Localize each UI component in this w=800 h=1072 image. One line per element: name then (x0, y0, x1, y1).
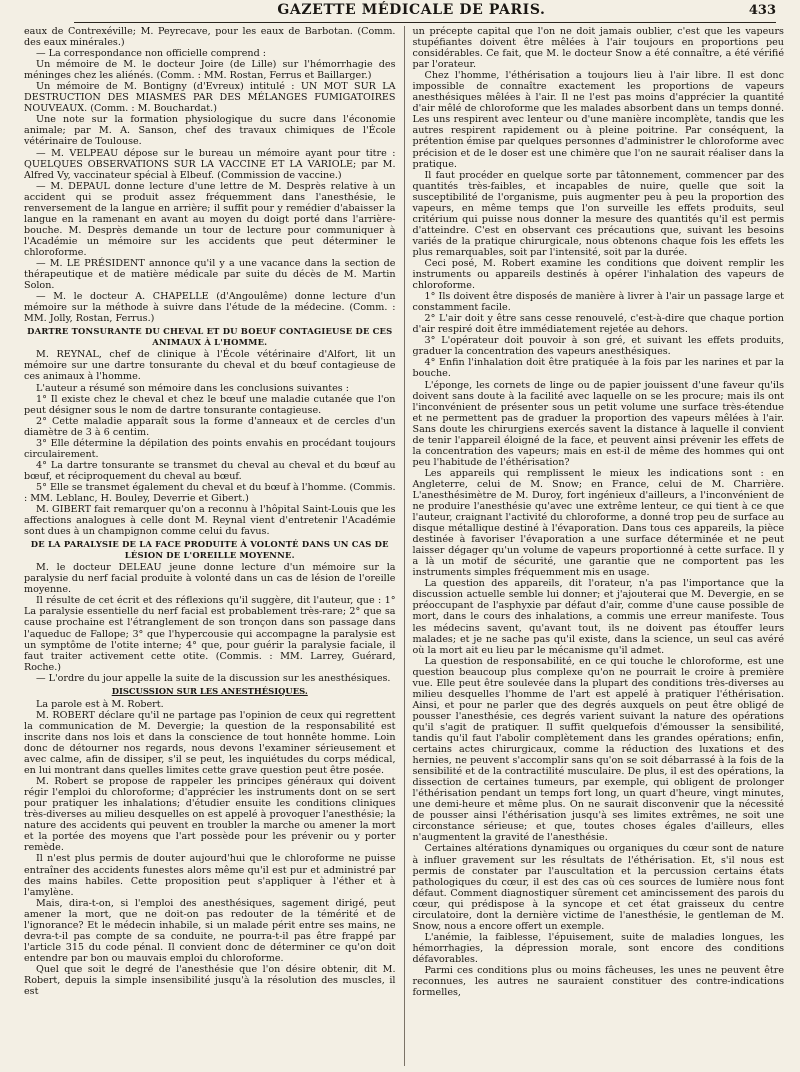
paragraph: Certaines altérations dynamiques ou organiques du cœur sont de nature à influer gravement sur les résultats de l'éthérisation. Et, s'il nous est permis de constater par l'auscultation et la percussion certains états pathologiques du cœur, il est des cas où ces sources de lumière nous font défaut. Comment diagnostiquer sûrement cet amincissement des parois du cœur, qui prédispose à la syncope et cet état graisseux du centre circulatoire, dont la dernière victime de l'anesthésie, le gentleman de M. Snow, nous a encore offert un exemple. (412, 843, 784, 932)
paragraph: L'éponge, les cornets de linge ou de papier jouissent d'une faveur qu'ils doivent sans doute à la facilité avec laquelle on se les procure; mais ils ont l'inconvénient de présenter sous un petit volume une surface très-étendue et ne permettent pas de graduer la proportion des vapeurs mêlées à l'air. Sans doute les chirurgiens exercés savent la distance à laquelle il convient de tenir l'appareil éloigné de la face, et peuvent ainsi prévenir les effets de la concentration des vapeurs; mais en est-il de même des hommes qui ont peu l'habitude de l'éthérisation? (412, 379, 784, 468)
paragraph: — M. LE PRÉSIDENT annonce qu'il y a une vacance dans la section de thérapeutique et de matière médicale par suite du décès de M. Martin Solon. (24, 257, 396, 292)
paragraph: Il n'est plus permis de douter aujourd'hui que le chloroforme ne puisse entraîner des accidents funestes alors même qu'il est pur et administré par des mains habiles. Cette proposition peut s'appliquer à l'éther et à l'amylène. (24, 853, 396, 898)
paragraph: — M. VELPEAU dépose sur le bureau un mémoire ayant pour titre : QUELQUES OBSERVATIONS SUR LA VACCINE ET LA VARIOLE; par M. Alfred Vy, vaccinateur spécial à Elbeuf. (Commission de vaccine.) (24, 147, 396, 181)
right-column (404, 26, 785, 1066)
paragraph: La question des appareils, dit l'orateur, n'a pas l'importance que la discussion actuelle semble lui donner; et j'ajouterai que M. Devergie, en se préoccupant de l'asphyxie par défaut d'air, comme d'une cause possible de mort, dans le cours des inhalations, a commis une erreur manifeste. Tous les médecins savent, qu'avant tout, ils ne doivent pas étouffer leurs malades; et je ne sache pas qu'il existe, dans la science, un seul cas avéré où la mort ait eu lieu par le mécanisme qu'il admet. (412, 578, 784, 656)
paragraph: L'anémie, la faiblesse, l'épuisement, suite de maladies longues, les hémorrhagies, la dépression morale, sont encore des conditions défavorables. (412, 931, 784, 965)
paragraph: Mais, dira-t-on, si l'emploi des anesthésiques, sagement dirigé, peut amener la mort, que ne doit-on pas redouter de la témérité et de l'ignorance? Et le médecin inhabile, si un malade périt entre ses mains, ne devra-t-il pas compte de sa conduite, ne pourra-t-il pas être frappé par l'article 315 du code pénal. Il convient donc de déterminer ce qu'on doit entendre par bon ou mauvais emploi du chloroforme. (24, 897, 396, 964)
paragraph: La question de responsabilité, en ce qui touche le chloroforme, est une question beaucoup plus complexe qu'on ne pourrait le croire à première vue. Elle peut être soulevée dans la plupart des conditions très-diverses au milieu desquelles l'homme de l'art est appelé à pratiquer l'éthérisation. Ainsi, et pour ne parler que des degrés auxquels on peut être obligé de pousser l'anesthésie, ces degrés varient suivant la nature des opérations qu'il s'agit de pratiquer. Il suffit quelquefois d'émousser la sensibilité, tandis qu'il faut l'abolir complètement dans les grandes opérations; enfin, certains actes chirurgicaux, comme la réduction des luxations et des hernies, ne peuvent s'accomplir sans qu'on se soit débarrassé à la fois de la sensibilité et de la contractilité musculaire. De plus, il est des opérations, la dissection de certaines tumeurs, par exemple, qui obligent de prolonger l'éthérisation pendant un temps fort long, un quart d'heure, vingt minutes, une demi-heure et même plus. On ne saurait disconvenir que la nécessité de pousser ainsi l'éthérisation jusqu'à ses limites extrêmes, ne soit une circonstance sérieuse; et que, toutes choses égales d'ailleurs, elles n'augmentent la gravité de l'anesthésie. (412, 655, 784, 844)
paragraph: 1° Ils doivent être disposés de manière à livrer à l'air un passage large et constamment facile. (412, 291, 784, 314)
paragraph: — L'ordre du jour appelle la suite de la discussion sur les anesthésiques. (36, 672, 391, 684)
paragraph: 1° Il existe chez le cheval et chez le bœuf une maladie cutanée que l'on peut désigner sous le nom de dartre tonsurante contagieuse. (24, 393, 396, 416)
paragraph: Une note sur la formation physiologique du sucre dans l'économie animale; par M. A. Sanson, chef des travaux chimiques de l'École vétérinaire de Toulouse. (24, 114, 396, 148)
text-columns (24, 26, 784, 1066)
paragraph: 2° L'air doit y être sans cesse renouvelé, c'est-à-dire que chaque portion d'air respiré doit être immédiatement rejetée au dehors. (412, 313, 784, 336)
section-title: DE LA PARALYSIE DE LA FACE PRODUITE À VOLONTÉ DANS UN CAS DE LÉSION DE L'OREILLE MOYENNE. (30, 539, 389, 561)
paragraph: M. Robert se propose de rappeler les principes généraux qui doivent régir l'emploi du chloroforme; d'apprécier les instruments dont on se sert pour pratiquer les inhalations; d'étudier ensuite les conditions cliniques très-diverses au milieu desquelles on est appelé à provoquer l'anesthésie; la nature des accidents qui peuvent en troubler la marche ou amener la mort et la portée des moyens que l'art possède pour les prévenir ou y porter remède. (24, 776, 396, 854)
paragraph: Un mémoire de M. Bontigny (d'Evreux) intitulé : UN MOT SUR LA DESTRUCTION DES MIASMES PAR DES MÉLANGES FUMIGATOIRES NOUVEAUX. (Comm. : M. Bouchardat.) (24, 81, 396, 115)
paragraph: La parole est à M. Robert. (36, 698, 164, 710)
section-title: DISCUSSION SUR LES ANESTHÉSIQUES. (111, 685, 308, 696)
paragraph: Un mémoire de M. le docteur Joire (de Lille) sur l'hémorrhagie des méninges chez les aliénés. (Comm. : MM. Rostan, Ferrus et Baillarger.) (24, 59, 396, 82)
paragraph: Il faut procéder en quelque sorte par tâtonnement, commencer par des quantités très-faibles, et incapables de nuire, quelle que soit la susceptibilité de l'organisme, puis augmenter peu à peu la proportion des vapeurs, en même temps que l'on surveille les effets produits, seul critérium qui puisse nous donner la mesure des quantités qu'il est permis d'atteindre. C'est en observant ces précautions que, suivant les besoins variés de la pratique chirurgicale, nous obtenons chaque fois les effets les plus remarquables, soit par l'intensité, soit par la durée. (412, 169, 784, 258)
paragraph: — M. DEPAUL donne lecture d'une lettre de M. Desprès relative à un accident qui se produit assez fréquemment dans l'anesthésie, le renversement de la langue en arrière; il suffit pour y remédier d'abaisser la langue en la ramenant en avant au moyen du doigt porté dans l'arrière-bouche. M. Desprès demande un tour de lecture pour communiquer à l'Académie un mémoire sur les accidents que peut déterminer le chloroforme. (24, 180, 396, 258)
paragraph: un précepte capital que l'on ne doit jamais oublier, c'est que les vapeurs stupéfiantes doivent être mêlées à l'air toujours en proportions peu considérables. Ce fait, que M. le docteur Snow a été connaître, a été vérifié par l'orateur. (412, 26, 784, 71)
paragraph: 4° La dartre tonsurante se transmet du cheval au cheval et du bœuf au bœuf, et réciproquement du cheval au bœuf. (24, 459, 396, 482)
paragraph: Quel que soit le degré de l'anesthésie que l'on désire obtenir, dit M. Robert, depuis la simple insensibilité jusqu'à la résolution des muscles, il est (24, 963, 396, 998)
paragraph: 2° Cette maladie apparaît sous la forme d'anneaux et de cercles d'un diamètre de 3 à 6 centim. (24, 415, 396, 438)
paragraph: M. GIBERT fait remarquer qu'on a reconnu à l'hôpital Saint-Louis que les affections analogues à celle dont M. Reynal vient d'entretenir l'Académie sont dues à un champignon comme celui du favus. (24, 504, 396, 538)
left-column (24, 26, 404, 1066)
paragraph: 3° Elle détermine la dépilation des points envahis en procédant toujours circulairement. (24, 437, 396, 460)
paragraph: L'auteur a résumé son mémoire dans les conclusions suivantes : (36, 382, 349, 394)
paragraph: eaux de Contrexéville; M. Peyrecave, pour les eaux de Barbotan. (Comm. des eaux minérales.) (24, 26, 396, 49)
paragraph: — La correspondance non officielle comprend : (36, 48, 267, 60)
journal-title: GAZETTE MÉDICALE DE PARIS. (277, 2, 546, 18)
paragraph: 3° L'opérateur doit pouvoir à son gré, et suivant les effets produits, graduer la concentration des vapeurs anesthésiques. (412, 335, 784, 358)
section-title: DARTRE TONSURANTE DU CHEVAL ET DU BOEUF CONTAGIEUSE DE CES ANIMAUX À L'HOMME. (27, 326, 393, 348)
page-header (74, 2, 776, 23)
paragraph: Il résulte de cet écrit et des réflexions qu'il suggère, dit l'auteur, que : 1° La paralysie essentielle du nerf facial est probablement très-rare; 2° que sa cause prochaine est l'étranglement de son tronçon dans son passage dans l'aqueduc de Fallope; 3° que l'hypercousie qui accompagne la paralysie est un symptôme de l'otite interne; 4° que, pour guérir la paralysie faciale, il faut traiter activement cette otite. (Commis. : MM. Larrey, Guérard, Roche.) (24, 595, 396, 673)
paragraph: Chez l'homme, l'éthérisation a toujours lieu à l'air libre. Il est donc impossible de connaître exactement les proportions de vapeurs anesthésiques mêlées à l'air. Il ne l'est pas moins d'apprécier la quantité d'air mêlé de chloroforme que les malades absorbent dans un temps donné. Les uns respirent avec lenteur ou d'une manière incomplète, tandis que les autres respirent rapidement ou à pleine poitrine. Par conséquent, la prétention émise par quelques personnes d'administrer le chloroforme avec précision et de le doser est une chimère que l'on ne saurait réaliser dans la pratique. (412, 70, 784, 170)
page-number: 433 (748, 3, 776, 18)
paragraph: M. ROBERT déclare qu'il ne partage pas l'opinion de ceux qui regrettent la communication de M. Devergie; la question de la responsabilité est inscrite dans nos lois et dans la conscience de tout honnête homme. Loin donc de détourner nos regards, nous devons l'examiner sérieusement et avec calme, afin de dissiper, s'il se peut, les inquiétudes du corps médical, en lui montrant dans quelles limites cette grave question peut être posée. (24, 709, 396, 777)
paragraph: — M. le docteur A. CHAPELLE (d'Angoulême) donne lecture d'un mémoire sur la méthode à suivre dans l'étude de la médecine. (Comm. : MM. Jolly, Rostan, Ferrus.) (24, 291, 396, 325)
paragraph: M. le docteur DELEAU jeune donne lecture d'un mémoire sur la paralysie du nerf facial produite à volonté dans un cas de lésion de l'oreille moyenne. (24, 562, 396, 596)
paragraph: 4° Enfin l'inhalation doit être pratiquée à la fois par les narines et par la bouche. (412, 357, 784, 380)
paragraph: 5° Elle se transmet également du cheval et du bœuf à l'homme. (Commis. : MM. Leblanc, H. Bouley, Deverrie et Gibert.) (24, 481, 396, 504)
paragraph: M. REYNAL, chef de clinique à l'École vétérinaire d'Alfort, lit un mémoire sur une dartre tonsurante du cheval et du bœuf contagieuse de ces animaux à l'homme. (24, 349, 396, 383)
paragraph: Parmi ces conditions plus ou moins fâcheuses, les unes ne peuvent être reconnues, les autres ne sauraient constituer des contre-indications formelles, (412, 964, 784, 999)
paragraph: Ceci posé, M. Robert examine les conditions que doivent remplir les instruments ou appareils destinés à opérer l'inhalation des vapeurs de chloroforme. (412, 257, 784, 292)
paragraph: Les appareils qui remplissent le mieux les indications sont : en Angleterre, celui de M. Snow; en France, celui de M. Charrière. L'anesthésimètre de M. Duroy, fort ingénieux d'ailleurs, a l'inconvénient de ne produire l'anesthésie qu'avec une extrême lenteur, ce qui tient à ce que l'auteur, craignant l'activité du chloroforme, a donné trop peu de surface au disque métallique destiné à l'évaporation. Dans tous ces appareils, la pièce destinée à favoriser l'évaporation a une surface déterminée et ne peut laisser dégager qu'un volume de vapeurs proportionné à cette surface. Il y a là un motif de sécurité, une garantie que ne comportent pas les instruments simples fréquemment mis en usage. (412, 467, 784, 579)
